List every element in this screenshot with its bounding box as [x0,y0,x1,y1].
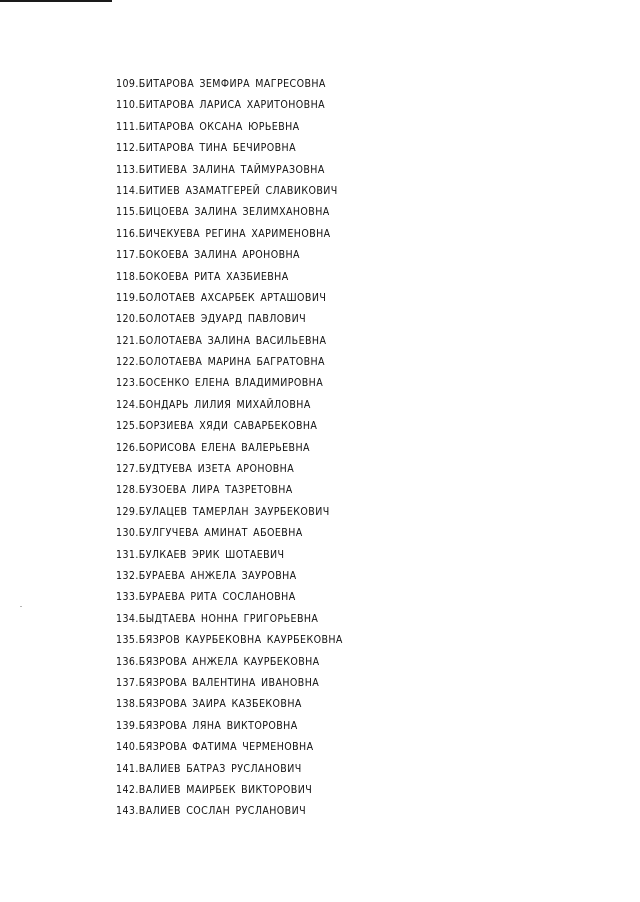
list-item: 136.БЯЗРОВА АНЖЕЛА КАУРБЕКОВНА [116,656,320,668]
list-item: 139.БЯЗРОВА ЛЯНА ВИКТОРОВНА [116,720,298,732]
list-item: 120.БОЛОТАЕВ ЭДУАРД ПАВЛОВИЧ [116,314,307,326]
list-item: 129.БУЛАЦЕВ ТАМЕРЛАН ЗАУРБЕКОВИЧ [116,506,330,518]
list-item: 118.БОКОЕВА РИТА ХАЗБИЕВНА [116,271,289,283]
list-item: 133.БУРАЕВА РИТА СОСЛАНОВНА [116,592,296,604]
list-item: 114.БИТИЕВ АЗАМАТГЕРЕЙ СЛАВИКОВИЧ [116,185,338,197]
list-item: 125.БОРЗИЕВА ХЯДИ САВАРБЕКОВНА [116,421,318,433]
list-item: 135.БЯЗРОВ КАУРБЕКОВНА КАУРБЕКОВНА [116,635,343,647]
scan-edge-mark [0,0,112,2]
list-item: 111.БИТАРОВА ОКСАНА ЮРЬЕВНА [116,121,300,133]
list-item: 113.БИТИЕВА ЗАЛИНА ТАЙМУРАЗОВНА [116,164,325,176]
list-item: 116.БИЧЕКУЕВА РЕГИНА ХАРИМЕНОВНА [116,228,331,240]
name-list [116,74,360,823]
list-item: 109.БИТАРОВА ЗЕМФИРА МАГРЕСОВНА [116,79,326,90]
list-item: 140.БЯЗРОВА ФАТИМА ЧЕРМЕНОВНА [116,742,314,754]
list-item: 115.БИЦОЕВА ЗАЛИНА ЗЕЛИМХАНОВНА [116,207,330,219]
scan-speck [20,606,22,607]
list-item: 132.БУРАЕВА АНЖЕЛА ЗАУРОВНА [116,570,297,582]
list-item: 141.ВАЛИЕВ БАТРАЗ РУСЛАНОВИЧ [116,763,302,775]
list-item: 121.БОЛОТАЕВА ЗАЛИНА ВАСИЛЬЕВНА [116,335,327,347]
list-item: 123.БОСЕНКО ЕЛЕНА ВЛАДИМИРОВНА [116,378,324,390]
list-item: 124.БОНДАРЬ ЛИЛИЯ МИХАЙЛОВНА [116,399,311,411]
list-item: 126.БОРИСОВА ЕЛЕНА ВАЛЕРЬЕВНА [116,442,310,454]
list-item: 131.БУЛКАЕВ ЭРИК ШОТАЕВИЧ [116,549,285,561]
list-item: 142.ВАЛИЕВ МАИРБЕК ВИКТОРОВИЧ [116,784,313,796]
list-item: 122.БОЛОТАЕВА МАРИНА БАГРАТОВНА [116,357,325,369]
list-item: 134.БЫДТАЕВА НОННА ГРИГОРЬЕВНА [116,613,319,625]
list-item: 130.БУЛГУЧЕВА АМИНАТ АБОЕВНА [116,528,303,540]
list-item: 143.ВАЛИЕВ СОСЛАН РУСЛАНОВИЧ [116,806,307,818]
list-item: 128.БУЗОЕВА ЛИРА ТАЗРЕТОВНА [116,485,293,497]
list-item: 138.БЯЗРОВА ЗАИРА КАЗБЕКОВНА [116,699,302,711]
list-item: 110.БИТАРОВА ЛАРИСА ХАРИТОНОВНА [116,100,326,112]
list-item: 112.БИТАРОВА ТИНА БЕЧИРОВНА [116,143,296,155]
list-item: 117.БОКОЕВА ЗАЛИНА АРОНОВНА [116,250,300,262]
list-item: 137.БЯЗРОВА ВАЛЕНТИНА ИВАНОВНА [116,677,320,689]
list-item: 127.БУДТУЕВА ИЗЕТА АРОНОВНА [116,464,295,476]
list-item: 119.БОЛОТАЕВ АХСАРБЕК АРТАШОВИЧ [116,292,327,304]
